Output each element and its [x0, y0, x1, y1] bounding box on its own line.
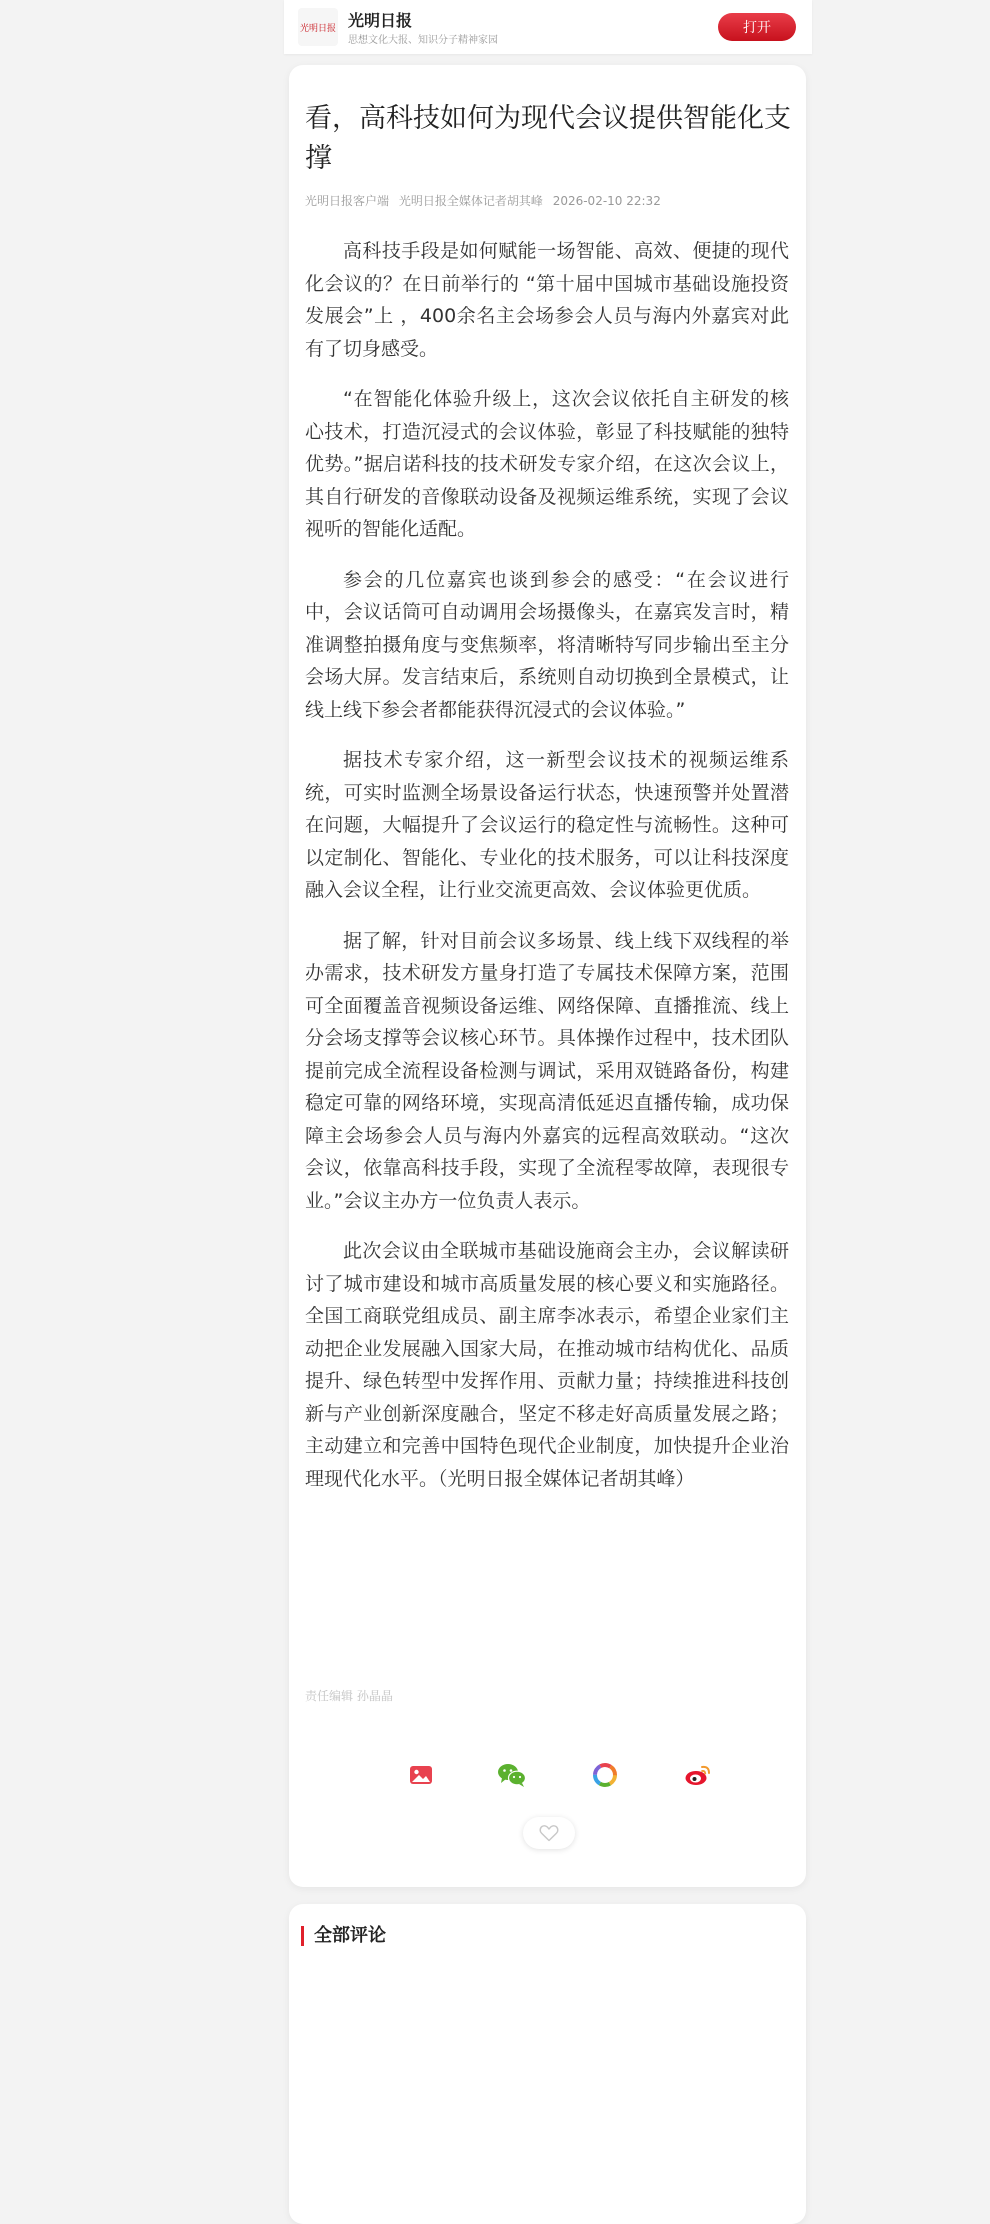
share-weibo-button[interactable] — [681, 1758, 715, 1792]
comments-title: 全部评论 — [301, 1926, 386, 1946]
article-paragraph: 据技术专家介绍，这一新型会议技术的视频运维系统，可实时监测全场景设备运行状态，快速预警并处置潜在问题，大幅提升了会议运行的稳定性与流畅性。这种可以定制化、智能化、专业化的技术服务，可以让科技深度融入会议全程，让行业交流更高效、会议体验更优质。 — [305, 749, 789, 901]
share-moments-button[interactable] — [588, 1758, 622, 1792]
article-meta — [305, 192, 795, 209]
article-source: 光明日报客户端 — [305, 194, 390, 208]
article-paragraph: 高科技手段是如何赋能一场智能、高效、便捷的现代化会议的？在日前举行的 “第十届中国城市基础设施投资发展会”上 ，400余名主会场参会人员与海内外嘉宾对此有了切身感受。 — [305, 240, 789, 360]
app-slogan: 思想文化大报、知识分子精神家园 — [348, 35, 498, 46]
article-datetime: 2026-02-10 22:32 — [552, 194, 661, 208]
comments-section — [289, 1904, 806, 2224]
article-card — [289, 65, 806, 1887]
weibo-icon — [684, 1763, 712, 1787]
app-logo[interactable] — [298, 8, 338, 46]
app-name: 光明日报 — [348, 11, 413, 30]
article-title: 看，高科技如何为现代会议提供智能化支撑 — [305, 103, 791, 174]
article-paragraph: 参会的几位嘉宾也谈到参会的感受：“在会议进行中，会议话筒可自动调用会场摄像头，在嘉宾发言时，精准调整拍摄角度与变焦频率，将清晰特写同步输出至主分会场大屏。发言结束后，系统则自动切换到全景模式，让线上线下参会者都能获得沉浸式的会议体验。” — [305, 568, 789, 721]
share-wechat-button[interactable] — [495, 1758, 529, 1792]
share-bar — [289, 1758, 806, 1792]
article-paragraph: 此次会议由全联城市基础设施商会主办，会议解读研讨了城市建设和城市高质量发展的核心要义和实施路径。全国工商联党组成员、副主席李冰表示，希望企业家们主动把企业发展融入国家大局，在推动城市结构优化、品质提升、绿色转型中发挥作用、贡献力量；持续推进科技创新与产业创新深度融合，坚定不移走好高质量发展之路；主动建立和完善中国特色现代企业制度，加快提升企业治理现代化水平。（光明日报全媒体记者胡其峰） — [305, 1240, 789, 1490]
like-button[interactable] — [523, 1817, 575, 1849]
image-icon — [409, 1764, 433, 1786]
article-paragraph: 据了解，针对目前会议多场景、线上线下双线程的举办需求，技术研发方量身打造了专属技术保障方案，范围可全面覆盖音视频设备运维、网络保障、直播推流、线上分会场支撑等会议核心环节。具体操作过程中，技术团队提前完成全流程设备检测与调试，采用双链路备份，构建稳定可靠的网络环境，实现高清低延迟直播传输，成功保障主会场参会人员与海内外嘉宾的远程高效联动。“这次会议，依靠高科技手段，实现了全流程零故障，表现很专业。”会议主办方一位负责人表示。 — [305, 929, 789, 1212]
share-image-button[interactable] — [404, 1758, 438, 1792]
app-logo-text: 光明日报 — [299, 23, 336, 34]
wechat-icon — [497, 1762, 527, 1788]
heart-icon — [539, 1824, 559, 1842]
article-author: 光明日报全媒体记者胡其峰 — [398, 194, 543, 208]
article-body — [305, 235, 789, 1513]
moments-icon — [593, 1763, 617, 1787]
responsible-editor: 责任编辑 孙晶晶 — [305, 1689, 393, 1703]
open-app-button[interactable]: 打开 — [718, 13, 796, 41]
app-banner — [284, 0, 812, 54]
article-paragraph: “在智能化体验升级上，这次会议依托自主研发的核心技术，打造沉浸式的会议体验，彰显了科技赋能的独特优势。”据启诺科技的技术研发专家介绍，在这次会议上，其自行研发的音像联动设备及视频运维系统，实现了会议视听的智能化适配。 — [305, 388, 789, 540]
